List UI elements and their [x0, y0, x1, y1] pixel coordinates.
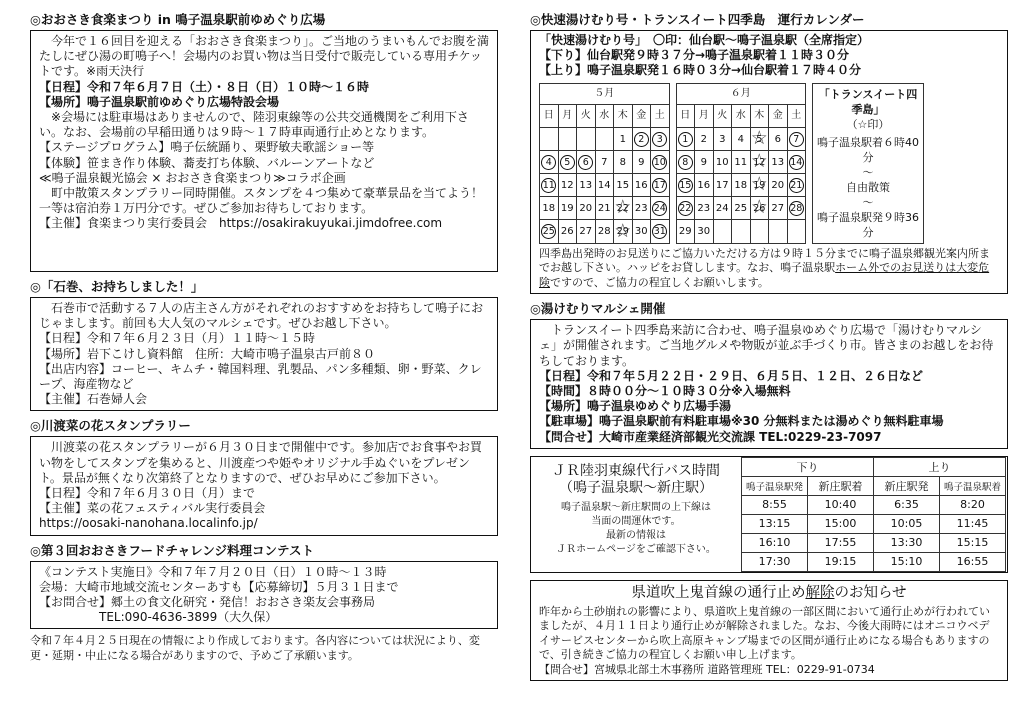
right-column	[530, 12, 1008, 681]
section-title-nanohana: ◎川渡菜の花スタンプラリー	[30, 418, 191, 434]
disclaimer-footer: 令和７年４月２５日現在の情報により作成しております。各内容については状況により、変更・延期・中止になる場合がありますので、予めご了承願います。	[30, 634, 480, 663]
bus-time-cell: 17:55	[808, 533, 874, 552]
bus-time-cell: 15:15	[940, 533, 1006, 552]
ishinomaki-place: 【場所】岩下こけし資料館 住所：大崎市鳴子温泉古戸前８０	[39, 346, 376, 361]
calendar-day	[651, 128, 670, 151]
calendar-day-number: 14	[597, 179, 611, 191]
calendar-day	[695, 174, 714, 197]
shikishima-star-mark	[756, 132, 762, 147]
bus-times-table	[741, 457, 1006, 572]
calendar-weekday: 金	[769, 104, 788, 127]
yukemuri-line: 「快速湯けむり号」 〇印：仙台駅〜鳴子温泉駅（全席指定）	[539, 33, 870, 47]
shokuraku-host: 【主催】食楽まつり実行委員会 https://osakirakuyukai.jimdofree.com	[39, 216, 443, 231]
calendar-day	[651, 174, 670, 197]
calendar-day-number: 10	[653, 156, 666, 168]
shikishima-box	[812, 83, 924, 244]
calendar-day-number: 29	[616, 225, 629, 237]
calendar-day	[577, 197, 596, 220]
calendar-day-number: 3	[652, 132, 667, 147]
calendar-day	[614, 220, 633, 243]
calendar-day	[651, 220, 670, 243]
calendar-day-number: 5	[560, 155, 575, 170]
calendar-day	[676, 174, 695, 197]
nanohana-date: 【日程】令和７年６月３０日（月）まで	[39, 486, 256, 501]
calendar-day-number: 9	[700, 156, 707, 168]
calendar-day-number: 17	[653, 179, 666, 191]
shikishima-walk: 自由散策	[846, 180, 890, 194]
calendar-day	[558, 174, 577, 197]
bus-info	[531, 457, 741, 572]
calendar-weekday: 日	[540, 104, 559, 127]
calendar-day-number: 8	[678, 155, 693, 170]
shokuraku-stamp: 町中散策スタンプラリー同時開催。スタンプを４つ集めて豪華景品を当てよう！一等は宿泊券１万円分です。ぜひご参加お待ちしております。	[39, 186, 484, 216]
calendar-day	[769, 151, 788, 174]
shikishima-star-mark	[617, 224, 629, 239]
calendar-day	[713, 220, 732, 243]
calendar-day-number: 22	[616, 202, 629, 214]
shokuraku-date: 【日程】令和７年６月７日（土）・８日（日）１０時〜１６時	[39, 79, 370, 94]
calendar-day	[651, 197, 670, 220]
road-notice-title-text: 県道吹上鬼首線の通行止め	[631, 584, 806, 601]
calendar-day	[676, 151, 695, 174]
calendar-day	[787, 151, 806, 174]
contest-place: 会場：大崎市地域交流センターあすも【応募締切】５月３１日まで	[39, 579, 399, 594]
sendoff-warning: ホーム外でのお見送りは大変危険	[539, 261, 990, 289]
calendar-day	[695, 128, 714, 151]
calendar-day	[769, 220, 788, 243]
calendar-day	[732, 128, 751, 151]
calendar-day	[614, 197, 633, 220]
calendar-day-number: 17	[715, 179, 729, 191]
calendar-weekday: 金	[632, 104, 651, 127]
calendar-day	[695, 197, 714, 220]
calendar-weekday: 木	[750, 104, 769, 127]
bus-time-cell: 10:05	[874, 514, 940, 533]
calendar-day	[713, 197, 732, 220]
calendar-day-number: 21	[597, 202, 611, 214]
bus-desc	[535, 501, 737, 557]
calendar-weekday: 日	[676, 104, 695, 127]
calendar-day-number: 6	[578, 155, 593, 170]
section-box-contest	[30, 561, 498, 630]
calendar-day-number: 19	[560, 202, 574, 214]
calendar-day	[750, 197, 769, 220]
bus-header: 新庄駅着	[808, 476, 874, 495]
calendar-day-number: 2	[634, 132, 649, 147]
section-box-shokuraku	[30, 30, 498, 272]
calendar-day	[787, 128, 806, 151]
calendar-day-number: 27	[579, 225, 593, 237]
sendoff-note	[539, 247, 999, 291]
sendoff-note-text: 四季島出発時のお見送りにご協力いただける方は９時１５分までに鳴子温泉郷観光案内所までお越し下さい。ハッピをお貸しします。なお、鳴子温泉駅	[539, 246, 990, 275]
calendar-day-number: 26	[753, 202, 766, 214]
calendar-day-number: 9	[638, 156, 645, 168]
shokuraku-note: ※会場には駐車場はありませんので、陸羽東線等の公共交通機関をご利用下さい。なお、会場前の早稲田通りは９時〜１７時車両通行止めとなります。	[39, 110, 469, 140]
calendar-day	[750, 174, 769, 197]
calendar-day	[787, 197, 806, 220]
road-notice-title	[539, 584, 999, 603]
shikishima-star-mark	[617, 201, 629, 216]
shokuraku-experience: 【体験】笹まき作り体験、蕎麦打ち体験、バルーンアートなど	[39, 155, 375, 170]
calendar-day	[750, 128, 769, 151]
ishinomaki-host: 【主催】石巻婦人会	[39, 392, 148, 407]
calendar-day	[540, 151, 559, 174]
calendar-day	[614, 128, 633, 151]
calendar-day	[540, 174, 559, 197]
yukemuri-up: 【上り】鳴子温泉駅発１６時０３分→仙台駅着１７時４０分	[539, 63, 862, 78]
sendoff-note-end: ですので、ご協力の程宜しくお願いします。	[550, 275, 769, 289]
calendar-day	[695, 151, 714, 174]
calendar-day-number: 25	[734, 202, 748, 214]
shikishima-departure: 鳴子温泉駅発９時36分	[817, 210, 919, 239]
calendar-day-number: 20	[579, 202, 593, 214]
ishinomaki-intro: 石巻市で活動する７人の店主さん方がそれぞれのおすすめをお持ちして鳴子におじゃまします。前回も大人気のマルシェです。ぜひお越し下さい。	[39, 301, 484, 331]
marche-contact: 【問合せ】大崎市産業経済部観光交流課 TEL:0229-23-7097	[539, 429, 882, 444]
calendar-day	[540, 128, 559, 151]
calendar-day-number: 30	[634, 225, 648, 237]
calendar-day	[750, 220, 769, 243]
calendar-weekday: 土	[651, 104, 670, 127]
road-notice-contact: 【問合せ】宮城県北部土木事務所 道路管理班 TEL：0229-91-0734	[539, 662, 875, 676]
calendar-weekday: 水	[732, 104, 751, 127]
calendar-day	[540, 220, 559, 243]
calendar-day-number: 11	[542, 179, 555, 191]
calendar-month-label: ６月	[676, 83, 806, 104]
shokuraku-stage: 【ステージプログラム】鳴子伝統踊り、栗野敏夫歌謡ショー等	[39, 140, 375, 155]
marche-time: 【時間】８時００分〜１０時３０分※入場無料	[539, 383, 791, 398]
calendar-day	[558, 128, 577, 151]
calendar-day	[695, 220, 714, 243]
contest-contact: 【お問合せ】郷土の食文化研究・発信！おおさき楽友会事務局	[39, 595, 376, 610]
shikishima-title: 「トランスイート四季島」	[818, 87, 918, 116]
bus-header: 鳴子温泉駅着	[940, 476, 1006, 495]
calendar-day-number: 2	[700, 133, 707, 145]
section-box-nanohana	[30, 436, 498, 535]
calendar-day-number: 13	[579, 179, 593, 191]
section-title-contest: ◎第３回おおさきフードチャレンジ料理コンテスト	[30, 542, 315, 558]
calendar-day-number: 19	[753, 179, 766, 191]
calendar-day	[595, 174, 614, 197]
calendar-weekday: 火	[577, 104, 596, 127]
bus-time-cell: 13:15	[742, 514, 808, 533]
bus-header: 鳴子温泉駅発	[742, 476, 808, 495]
bus-time-cell: 15:00	[808, 514, 874, 533]
section-box-marche	[530, 319, 1008, 449]
calendar-day-number: 18	[542, 202, 556, 214]
calendar-day	[732, 174, 751, 197]
shikishima-star-mark	[753, 155, 765, 170]
section-box-ishinomaki	[30, 297, 498, 411]
shokuraku-intro: 今年で１６回目を迎える「おおさき食楽まつり」。ご当地のうまいもんでお腹を満たしにぜひ湯の町鳴子へ！会場内のお買い物は当日受付で販売している専用チケットです。※雨天決行	[39, 34, 490, 79]
bus-time-cell: 16:10	[742, 533, 808, 552]
bus-desc-line: 最新の情報は	[606, 529, 666, 541]
calendar-day-number: 12	[753, 156, 766, 168]
calendar-weekday: 木	[614, 104, 633, 127]
calendar-day	[651, 151, 670, 174]
calendar-day-number: 23	[697, 202, 711, 214]
calendar-day	[614, 174, 633, 197]
calendar-day	[577, 220, 596, 243]
ishinomaki-shops: 【出店内容】コーヒー、キムチ・韓国料理、乳製品、パン多種類、卵・野菜、クレープ、海産物など	[39, 361, 482, 392]
bus-header: 新庄駅発	[874, 476, 940, 495]
bus-time-cell: 11:45	[940, 514, 1006, 533]
calendar-day-number: 16	[634, 179, 648, 191]
calendar-day	[577, 151, 596, 174]
calendar-day	[577, 128, 596, 151]
calendar-day-number: 28	[597, 225, 611, 237]
bus-title: ＪＲ陸羽東線代行バス時間	[552, 462, 720, 479]
nanohana-url[interactable]: https://oosaki-nanohana.localinfo.jp/	[39, 516, 258, 531]
calendar-day-number: 16	[697, 179, 711, 191]
section-title-shokuraku: ◎おおさき食楽まつり in 鳴子温泉駅前ゆめぐり広場	[30, 12, 326, 27]
calendar-day	[632, 220, 651, 243]
calendar-day-number: 7	[789, 132, 804, 147]
calendar-day-number: 15	[616, 179, 630, 191]
calendar-day	[595, 197, 614, 220]
ishinomaki-date: 【日程】令和７年６月２３日（月）１１時〜１５時	[39, 331, 316, 346]
calendar-day	[676, 197, 695, 220]
marche-place: 【場所】鳴子温泉ゆめぐり広場手湯	[539, 399, 732, 414]
calendar-weekday: 水	[595, 104, 614, 127]
calendar-day	[632, 174, 651, 197]
calendar-day	[713, 151, 732, 174]
bus-up-label: 上り	[874, 457, 1006, 476]
shikishima-star-mark	[753, 201, 765, 216]
bus-time-cell: 15:10	[874, 552, 940, 571]
calendar-day-number: 1	[678, 132, 693, 147]
calendar-day	[769, 174, 788, 197]
calendar-month-label: ５月	[540, 83, 670, 104]
calendar-day-number: 24	[715, 202, 729, 214]
calendar-weekday: 月	[558, 104, 577, 127]
bus-desc-line: ＪＲホームページをご確認下さい。	[556, 543, 716, 555]
calendar-day-number: 25	[542, 225, 555, 237]
calendar-day-number: 5	[756, 133, 763, 145]
road-notice-title-end: のお知らせ	[834, 584, 907, 601]
calendar-weekday: 月	[695, 104, 714, 127]
calendar-day-number: 15	[679, 179, 692, 191]
calendar-day-number: 18	[734, 179, 748, 191]
calendar-day-number: 28	[790, 202, 803, 214]
calendar-day	[540, 197, 559, 220]
calendar-day	[732, 151, 751, 174]
shikishima-mark: （☆印）	[846, 117, 890, 131]
calendar-day	[750, 151, 769, 174]
left-column	[30, 12, 498, 663]
calendar-day-number: 11	[734, 156, 748, 168]
calendar-weekday: 土	[787, 104, 806, 127]
contest-tel: TEL:090-4636-3899（大久保）	[99, 610, 278, 625]
bus-time-cell: 17:30	[742, 552, 808, 571]
calendar-may	[539, 83, 670, 244]
marche-intro: トランスイート四季島来訪に合わせ、鳴子温泉ゆめぐり広場で「湯けむりマルシェ」が開催されます。ご当地グルメや物販が並ぶ手づくり市。皆さまのお越しをお待ちしております。	[539, 323, 994, 368]
calendar-day-number: 6	[774, 133, 781, 145]
calendar-day-number: 13	[771, 156, 785, 168]
calendar-day	[787, 220, 806, 243]
section-box-calendar	[530, 30, 1008, 294]
calendar-day-number: 23	[634, 202, 648, 214]
calendar-day-number: 4	[737, 133, 744, 145]
calendar-day-number: 8	[619, 156, 626, 168]
calendar-day	[787, 174, 806, 197]
shikishima-star-mark	[753, 178, 765, 193]
calendar-day	[769, 128, 788, 151]
nanohana-host: 【主催】菜の花フェスティバル実行委員会	[39, 501, 266, 516]
calendar-day	[595, 128, 614, 151]
calendar-day	[676, 220, 695, 243]
calendar-day-number: 20	[771, 179, 785, 191]
calendar-day	[632, 151, 651, 174]
shikishima-tilde: 〜	[862, 165, 874, 179]
nanohana-intro: 川渡菜の花スタンプラリーが６月３０日まで開催中です。参加店でお食事やお買い物をしてスタンプを集めると、川渡産つや姫やオリジナル手ぬぐいをプレゼント。景品が無くなり次第終了となりますので、ぜひお早めにご参加下さい。	[39, 440, 483, 485]
calendar-wrap	[539, 83, 999, 244]
shikishima-arrival: 鳴子温泉駅着６時40分	[817, 135, 919, 164]
calendar-day	[558, 151, 577, 174]
bus-down-label: 下り	[742, 457, 874, 476]
calendar-day-number: 29	[678, 225, 692, 237]
shikishima-tilde: 〜	[862, 195, 874, 209]
calendar-day-number: 31	[653, 225, 666, 237]
calendar-day	[732, 197, 751, 220]
calendar-day-number: 10	[715, 156, 729, 168]
bus-desc-line: 鳴子温泉駅〜新庄駅間の上下線は	[561, 501, 711, 513]
calendar-day-number: 12	[560, 179, 574, 191]
marche-date: 【日程】令和７年５月２２日・２９日、６月５日、１２日、２６日など	[539, 368, 924, 383]
calendar-day-number: 22	[679, 202, 692, 214]
calendar-weekday: 火	[713, 104, 732, 127]
shokuraku-collab: ≪鳴子温泉観光協会 × おおさき食楽まつり≫コラボ企画	[39, 170, 346, 185]
calendar-day	[558, 197, 577, 220]
road-notice-body: 昨年から土砂崩れの影響により、県道吹上鬼首線の一部区間において通行止めが行われていましたが、４月１１日より通行止めが解除されました。なお、今後大雨時にはオニコウベデイサービスセンターから吹上高原キャンプ場までの区間が通行止めになる場合もありますので、引き続きご協力の程宜しくお願い申し上げます。	[539, 604, 990, 662]
calendar-day	[632, 128, 651, 151]
bus-timetable	[530, 456, 1008, 573]
contest-date: 《コンテスト実施日》令和７年７月２０日（日）１０時〜１３時	[39, 564, 387, 579]
marche-parking: 【駐車場】鳴子温泉駅前有料駐車場※30 分無料または湯めぐり無料駐車場	[539, 414, 944, 429]
section-title-calendar: ◎快速湯けむり号・トランスイート四季島 運行カレンダー	[530, 12, 865, 27]
calendar-june	[676, 83, 807, 244]
calendar-day-number: 26	[560, 225, 574, 237]
calendar-day	[713, 174, 732, 197]
calendar-day	[676, 128, 695, 151]
bus-time-cell: 10:40	[808, 495, 874, 514]
bus-desc-line: 当面の間運休です。	[591, 515, 681, 527]
calendar-day	[769, 197, 788, 220]
bus-time-cell: 13:30	[874, 533, 940, 552]
calendar-day	[732, 220, 751, 243]
bus-subtitle: （鳴子温泉駅〜新庄駅）	[559, 479, 713, 496]
calendar-day-number: 24	[653, 202, 666, 214]
bus-time-cell: 16:55	[940, 552, 1006, 571]
calendar-day-number: 4	[541, 155, 556, 170]
yukemuri-down: 【下り】仙台駅発９時３７分→鳴子温泉駅着１１時３０分	[539, 48, 850, 63]
road-notice-title-lift: 解除	[805, 584, 835, 601]
calendar-day	[558, 220, 577, 243]
calendar-day-number: 27	[771, 202, 785, 214]
section-title-marche: ◎湯けむりマルシェ開催	[530, 301, 666, 317]
calendar-day-number: 30	[697, 225, 711, 237]
shokuraku-place: 【場所】鳴子温泉駅前ゆめぐり広場特設会場	[39, 94, 280, 109]
calendar-day	[595, 220, 614, 243]
calendar-day-number: 3	[719, 133, 726, 145]
calendar-day-number: 14	[790, 156, 803, 168]
road-notice	[530, 580, 1008, 682]
section-title-ishinomaki: ◎「石巻、お持ちしました！」	[30, 279, 204, 294]
calendar-day-number: 1	[619, 133, 626, 145]
calendar-day-number: 7	[601, 156, 608, 168]
calendar-day	[632, 197, 651, 220]
calendar-day	[614, 151, 633, 174]
calendar-day	[595, 151, 614, 174]
bus-time-cell: 6:35	[874, 495, 940, 514]
calendar-day	[577, 174, 596, 197]
calendar-day-number: 21	[790, 179, 803, 191]
bus-time-cell: 8:55	[742, 495, 808, 514]
bus-time-cell: 8:20	[940, 495, 1006, 514]
calendar-day	[713, 128, 732, 151]
bus-time-cell: 19:15	[808, 552, 874, 571]
